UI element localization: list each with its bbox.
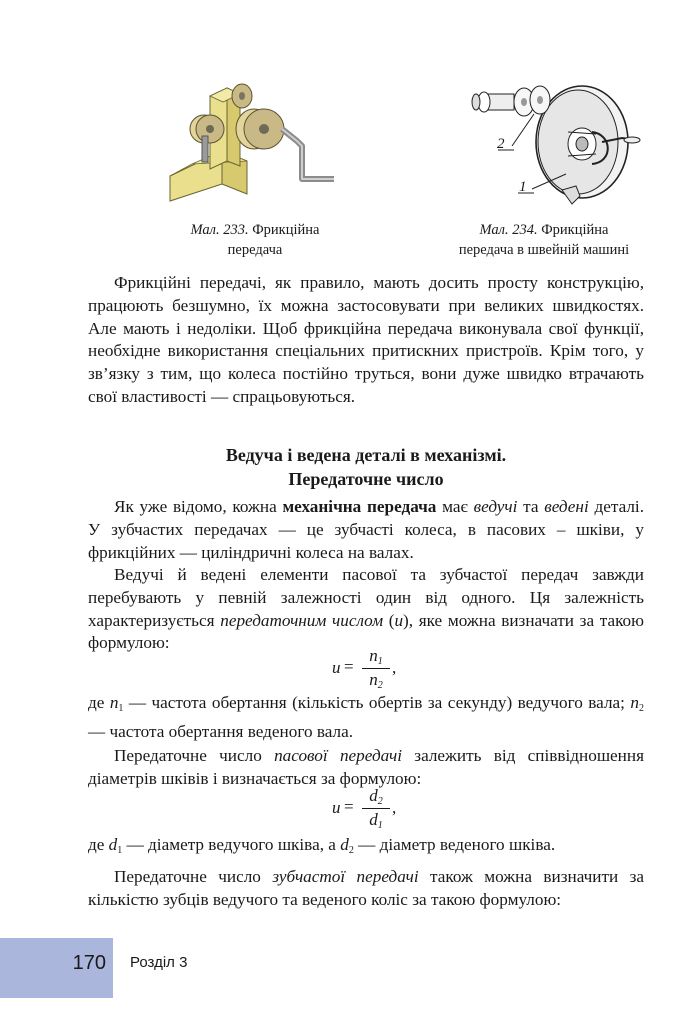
figure-233-caption-line2: передача [227, 242, 283, 258]
p4-part3: — частота обертання веденого вала. [88, 721, 354, 741]
p7-italic-toothed: зубчастої передачі [272, 867, 419, 886]
formula2-numerator-sub: 2 [377, 796, 383, 807]
p6-sub2: 2 [348, 845, 354, 856]
paragraph-belt-drive [88, 745, 644, 791]
formula1-numerator-sub: 1 [377, 656, 383, 667]
p3-part2: ( [383, 610, 395, 630]
friction-gear-illustration [162, 66, 352, 206]
p2-part1: Як уже відомо, кожна [114, 497, 283, 516]
p4-symbol-n1: n [109, 693, 119, 712]
paragraph-formula1-legend [88, 692, 644, 744]
paragraph-1-text: Фрикційні передачі, як правило, мають досить просту конструкцію, працюють безшумно, їх можна застосовувати при великих швидкостях. Але мають і недоліки. Щоб фрикційна передача виконувала свої функції, необхідне використання спеціальних притискних пристроїв. Крім того, у зв’язку з тим, що колеса постійно труться, вони дуже швидко втрачають свої властивості — спрацьовуються. [88, 273, 644, 406]
figure-233-friction-gear [162, 66, 352, 206]
section-heading [88, 443, 644, 491]
p4-sub2: 2 [639, 703, 644, 714]
p6-sub1: 1 [117, 845, 123, 856]
formula2-denominator-sub: 1 [377, 820, 383, 831]
figure-233-caption-title: Фрикційна [248, 222, 320, 238]
formula1-denominator: n [369, 670, 378, 689]
figure-234-caption-number: Мал. 234. [479, 222, 538, 238]
p7-part2: також можна визначити за кількістю зубців ведучого та веденого коліс за такою формулою: [88, 867, 645, 909]
p6-part3: — діаметр веденого шківа. [353, 835, 556, 854]
p7-part1: Передаточне число [114, 867, 273, 886]
formula2-lhs: u [332, 798, 341, 817]
figure-233-caption [160, 220, 350, 260]
p2-part4: деталі. У зубчастих передачах — це зубчасті колеса, в пасових – шківи, у фрикційних — циліндричні колеса на валах. [88, 497, 644, 562]
p6-symbol-d1: d [108, 835, 118, 854]
section-heading-line1: Ведуча і ведена деталі в механізмі. [225, 445, 507, 465]
p5-italic-belt: пасової передачі [274, 746, 402, 765]
formula1-fraction [362, 646, 390, 692]
section-label: Розділ 3 [130, 954, 188, 971]
figure-234-label-2: 2 [497, 136, 505, 152]
formula-gear-ratio-diameters [332, 786, 412, 832]
p2-bold-term: механічна передача [282, 497, 437, 516]
p2-italic-driving: ведучі [473, 497, 518, 516]
formula2-comma: , [392, 798, 397, 817]
figure-234-caption-title: Фрикційна [537, 222, 609, 238]
formula1-equals: = [344, 657, 354, 676]
figure-234-caption [428, 220, 660, 260]
p2-part2: має [436, 497, 474, 516]
p6-part1: де [88, 835, 109, 854]
formula2-fraction-bar [362, 808, 390, 809]
figure-233-caption-number: Мал. 233. [190, 222, 249, 238]
p4-part1: де [88, 693, 110, 712]
p4-part2: — частота обертання (кількість обертів за секунду) ведучого вала; [123, 693, 631, 712]
paragraph-formula2-legend [88, 834, 644, 863]
p4-sub1: 1 [118, 703, 124, 714]
page-number: 170 [72, 952, 106, 974]
p4-symbol-n2: n [630, 693, 639, 712]
formula1-numerator: n [369, 646, 378, 665]
figure-234-caption-line2: передача в швейній машині [458, 242, 630, 258]
paragraph-friction-pros-cons [88, 272, 644, 409]
paragraph-gear-ratio-intro [88, 564, 644, 655]
p6-symbol-d2: d [340, 835, 349, 854]
p6-part2: — діаметр ведучого шківа, а [122, 835, 341, 854]
p2-italic-driven: ведені [544, 497, 589, 516]
paragraph-driving-driven [88, 496, 644, 564]
formula2-equals: = [344, 797, 354, 816]
sewing-machine-illustration [462, 72, 647, 217]
formula1-lhs: u [332, 658, 341, 677]
formula2-denominator: d [369, 810, 378, 829]
p3-part1: Ведучі й ведені елементи пасової та зубчастої передач завжди перебувають у певній залежності один від одного. Ця залежність характеризується [88, 565, 644, 630]
formula2-fraction [362, 786, 390, 832]
p3-symbol-u: u [394, 610, 404, 630]
p3-part3: ), яке можна визначати за такою формулою: [88, 610, 644, 653]
figure-234-sewing-machine-gear [462, 72, 647, 217]
p3-italic-term: передаточним числом [220, 610, 384, 630]
formula1-fraction-bar [362, 668, 390, 669]
figure-234-label-1: 1 [519, 179, 527, 195]
p5-part1: Передаточне число [114, 746, 275, 765]
p5-part2: залежить від співвідношення діаметрів шківів і визначається за формулою: [88, 746, 644, 788]
formula2-numerator: d [369, 786, 378, 805]
p2-part3: та [517, 497, 545, 516]
formula1-denominator-sub: 2 [377, 680, 383, 691]
paragraph-toothed-gear [88, 866, 644, 912]
section-heading-line2: Передаточне число [288, 469, 444, 489]
formula-gear-ratio-rotation [332, 646, 412, 692]
formula1-comma: , [392, 658, 397, 677]
